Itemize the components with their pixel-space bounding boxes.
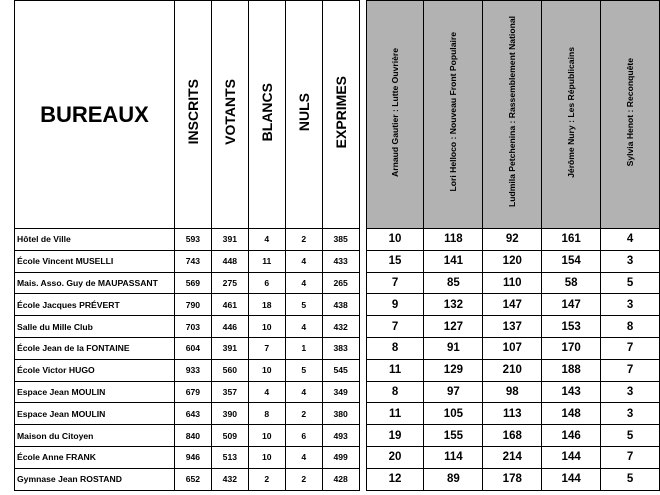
stat-cell: 4 bbox=[285, 446, 322, 468]
stat-cell: 4 bbox=[285, 316, 322, 338]
stat-cell: 643 bbox=[174, 403, 211, 425]
table-row bbox=[15, 337, 660, 359]
candidate-vote-cell: 12 bbox=[366, 468, 424, 490]
column-gap bbox=[359, 294, 366, 316]
table-row bbox=[15, 294, 660, 316]
bureau-name: Maison du Citoyen bbox=[15, 425, 175, 447]
stat-cell: 2 bbox=[285, 403, 322, 425]
stat-cell: 593 bbox=[174, 229, 211, 251]
column-gap bbox=[359, 403, 366, 425]
stat-cell: 391 bbox=[211, 337, 248, 359]
candidate-vote-cell: 5 bbox=[601, 468, 660, 490]
candidate-header-helloco bbox=[424, 1, 483, 229]
candidate-vote-cell: 4 bbox=[601, 229, 660, 251]
candidate-vote-cell: 7 bbox=[601, 359, 660, 381]
stat-cell: 5 bbox=[285, 359, 322, 381]
candidate-vote-cell: 20 bbox=[366, 446, 424, 468]
stat-cell: 560 bbox=[211, 359, 248, 381]
stat-cell: 513 bbox=[211, 446, 248, 468]
candidate-header-henot bbox=[601, 1, 660, 229]
candidate-vote-cell: 114 bbox=[424, 446, 483, 468]
candidate-vote-cell: 129 bbox=[424, 359, 483, 381]
candidate-vote-cell: 188 bbox=[542, 359, 601, 381]
candidate-vote-cell: 161 bbox=[542, 229, 601, 251]
candidate-vote-cell: 178 bbox=[483, 468, 542, 490]
stat-cell: 349 bbox=[322, 381, 359, 403]
stat-cell: 438 bbox=[322, 294, 359, 316]
stat-cell: 743 bbox=[174, 250, 211, 272]
stat-cell: 6 bbox=[248, 272, 285, 294]
table-row bbox=[15, 272, 660, 294]
candidate-vote-cell: 19 bbox=[366, 425, 424, 447]
candidate-label: Lori Helloco : Nouveau Front Populaire bbox=[448, 32, 459, 192]
candidate-vote-cell: 153 bbox=[542, 316, 601, 338]
table-row bbox=[15, 468, 660, 490]
candidate-header-nury bbox=[542, 1, 601, 229]
stat-header-votants bbox=[211, 1, 248, 229]
candidate-vote-cell: 146 bbox=[542, 425, 601, 447]
stat-cell: 446 bbox=[211, 316, 248, 338]
candidate-vote-cell: 155 bbox=[424, 425, 483, 447]
stat-cell: 448 bbox=[211, 250, 248, 272]
stat-cell: 2 bbox=[285, 468, 322, 490]
bureau-name: École Jacques PRÉVERT bbox=[15, 294, 175, 316]
stat-cell: 946 bbox=[174, 446, 211, 468]
candidate-vote-cell: 9 bbox=[366, 294, 424, 316]
stat-cell: 790 bbox=[174, 294, 211, 316]
candidate-vote-cell: 8 bbox=[366, 381, 424, 403]
table-row bbox=[15, 425, 660, 447]
candidate-vote-cell: 11 bbox=[366, 403, 424, 425]
column-gap bbox=[359, 1, 366, 229]
column-gap bbox=[359, 229, 366, 251]
candidate-vote-cell: 148 bbox=[542, 403, 601, 425]
candidate-vote-cell: 11 bbox=[366, 359, 424, 381]
candidate-label: Ludmila Petchenina : Rassemblement National bbox=[507, 16, 518, 208]
stat-header-label: EXPRIMES bbox=[332, 75, 349, 149]
bureau-name: Hôtel de Ville bbox=[15, 229, 175, 251]
bureau-name: École Vincent MUSELLI bbox=[15, 250, 175, 272]
candidate-header-petchenina bbox=[483, 1, 542, 229]
stat-cell: 4 bbox=[248, 229, 285, 251]
bureau-name: École Victor HUGO bbox=[15, 359, 175, 381]
candidate-vote-cell: 120 bbox=[483, 250, 542, 272]
stat-cell: 679 bbox=[174, 381, 211, 403]
candidate-vote-cell: 15 bbox=[366, 250, 424, 272]
stat-cell: 390 bbox=[211, 403, 248, 425]
stat-cell: 18 bbox=[248, 294, 285, 316]
candidate-vote-cell: 113 bbox=[483, 403, 542, 425]
candidate-vote-cell: 107 bbox=[483, 337, 542, 359]
header-row bbox=[15, 1, 660, 229]
stat-cell: 11 bbox=[248, 250, 285, 272]
stat-cell: 1 bbox=[285, 337, 322, 359]
candidate-vote-cell: 3 bbox=[601, 250, 660, 272]
stat-cell: 4 bbox=[285, 272, 322, 294]
stat-cell: 7 bbox=[248, 337, 285, 359]
candidate-vote-cell: 210 bbox=[483, 359, 542, 381]
candidate-vote-cell: 7 bbox=[366, 272, 424, 294]
stat-header-blancs bbox=[248, 1, 285, 229]
candidate-vote-cell: 8 bbox=[366, 337, 424, 359]
stat-cell: 461 bbox=[211, 294, 248, 316]
stat-cell: 2 bbox=[248, 468, 285, 490]
candidate-vote-cell: 7 bbox=[601, 337, 660, 359]
stat-cell: 357 bbox=[211, 381, 248, 403]
bureau-name: Gymnase Jean ROSTAND bbox=[15, 468, 175, 490]
stat-header-nuls bbox=[285, 1, 322, 229]
candidate-vote-cell: 3 bbox=[601, 381, 660, 403]
candidate-vote-cell: 105 bbox=[424, 403, 483, 425]
table-row bbox=[15, 229, 660, 251]
stat-cell: 10 bbox=[248, 359, 285, 381]
table-row bbox=[15, 250, 660, 272]
candidate-vote-cell: 89 bbox=[424, 468, 483, 490]
candidate-vote-cell: 7 bbox=[366, 316, 424, 338]
stat-cell: 6 bbox=[285, 425, 322, 447]
candidate-vote-cell: 144 bbox=[542, 446, 601, 468]
stat-cell: 569 bbox=[174, 272, 211, 294]
stat-cell: 432 bbox=[322, 316, 359, 338]
candidate-vote-cell: 97 bbox=[424, 381, 483, 403]
bureaux-header: BUREAUX bbox=[15, 1, 175, 229]
candidate-vote-cell: 170 bbox=[542, 337, 601, 359]
candidate-vote-cell: 168 bbox=[483, 425, 542, 447]
bureau-name: École Anne FRANK bbox=[15, 446, 175, 468]
column-gap bbox=[359, 468, 366, 490]
candidate-vote-cell: 5 bbox=[601, 425, 660, 447]
results-table bbox=[14, 0, 660, 491]
candidate-vote-cell: 58 bbox=[542, 272, 601, 294]
stat-header-label: VOTANTS bbox=[221, 79, 238, 145]
stat-cell: 428 bbox=[322, 468, 359, 490]
candidate-vote-cell: 143 bbox=[542, 381, 601, 403]
column-gap bbox=[359, 446, 366, 468]
candidate-vote-cell: 127 bbox=[424, 316, 483, 338]
candidate-vote-cell: 3 bbox=[601, 403, 660, 425]
stat-cell: 10 bbox=[248, 446, 285, 468]
stat-cell: 380 bbox=[322, 403, 359, 425]
candidate-vote-cell: 147 bbox=[542, 294, 601, 316]
stat-cell: 933 bbox=[174, 359, 211, 381]
candidate-vote-cell: 8 bbox=[601, 316, 660, 338]
stat-cell: 5 bbox=[285, 294, 322, 316]
stat-cell: 433 bbox=[322, 250, 359, 272]
candidate-vote-cell: 110 bbox=[483, 272, 542, 294]
stat-cell: 509 bbox=[211, 425, 248, 447]
stat-header-label: NULS bbox=[295, 92, 312, 132]
column-gap bbox=[359, 359, 366, 381]
column-gap bbox=[359, 381, 366, 403]
stat-cell: 391 bbox=[211, 229, 248, 251]
table-row bbox=[15, 403, 660, 425]
candidate-vote-cell: 85 bbox=[424, 272, 483, 294]
column-gap bbox=[359, 316, 366, 338]
stat-cell: 840 bbox=[174, 425, 211, 447]
stat-header-label: INSCRITS bbox=[184, 79, 201, 145]
stat-cell: 8 bbox=[248, 403, 285, 425]
candidate-label: Sylvia Henot : Reconquête bbox=[625, 57, 636, 167]
table-row bbox=[15, 359, 660, 381]
stat-cell: 499 bbox=[322, 446, 359, 468]
stat-cell: 604 bbox=[174, 337, 211, 359]
candidate-header-gautier bbox=[366, 1, 424, 229]
bureau-name: École Jean de la FONTAINE bbox=[15, 337, 175, 359]
candidate-vote-cell: 137 bbox=[483, 316, 542, 338]
stat-cell: 4 bbox=[285, 250, 322, 272]
stat-cell: 432 bbox=[211, 468, 248, 490]
stat-cell: 493 bbox=[322, 425, 359, 447]
column-gap bbox=[359, 272, 366, 294]
stat-header-inscrits bbox=[174, 1, 211, 229]
stat-cell: 265 bbox=[322, 272, 359, 294]
table-row bbox=[15, 446, 660, 468]
column-gap bbox=[359, 337, 366, 359]
column-gap bbox=[359, 250, 366, 272]
candidate-vote-cell: 5 bbox=[601, 272, 660, 294]
results-body bbox=[15, 1, 660, 491]
candidate-vote-cell: 98 bbox=[483, 381, 542, 403]
candidate-vote-cell: 10 bbox=[366, 229, 424, 251]
stat-header-exprimes bbox=[322, 1, 359, 229]
candidate-vote-cell: 7 bbox=[601, 446, 660, 468]
stat-header-label: BLANCS bbox=[258, 82, 275, 142]
candidate-vote-cell: 154 bbox=[542, 250, 601, 272]
stat-cell: 545 bbox=[322, 359, 359, 381]
stat-cell: 10 bbox=[248, 425, 285, 447]
stat-cell: 10 bbox=[248, 316, 285, 338]
bureau-name: Salle du Mille Club bbox=[15, 316, 175, 338]
candidate-label: Jérôme Nury : Les Républicains bbox=[566, 46, 577, 178]
candidate-vote-cell: 141 bbox=[424, 250, 483, 272]
table-row bbox=[15, 316, 660, 338]
stat-cell: 4 bbox=[285, 381, 322, 403]
candidate-label: Arnaud Gautier : Lutte Ouvrière bbox=[390, 47, 401, 177]
stat-cell: 275 bbox=[211, 272, 248, 294]
candidate-vote-cell: 91 bbox=[424, 337, 483, 359]
stat-cell: 703 bbox=[174, 316, 211, 338]
stat-cell: 385 bbox=[322, 229, 359, 251]
stat-cell: 2 bbox=[285, 229, 322, 251]
candidate-vote-cell: 214 bbox=[483, 446, 542, 468]
candidate-vote-cell: 132 bbox=[424, 294, 483, 316]
table-row bbox=[15, 381, 660, 403]
stat-cell: 652 bbox=[174, 468, 211, 490]
stat-cell: 383 bbox=[322, 337, 359, 359]
candidate-vote-cell: 147 bbox=[483, 294, 542, 316]
candidate-vote-cell: 118 bbox=[424, 229, 483, 251]
candidate-vote-cell: 92 bbox=[483, 229, 542, 251]
candidate-vote-cell: 144 bbox=[542, 468, 601, 490]
column-gap bbox=[359, 425, 366, 447]
bureau-name: Mais. Asso. Guy de MAUPASSANT bbox=[15, 272, 175, 294]
bureau-name: Espace Jean MOULIN bbox=[15, 403, 175, 425]
candidate-vote-cell: 3 bbox=[601, 294, 660, 316]
stat-cell: 4 bbox=[248, 381, 285, 403]
bureau-name: Espace Jean MOULIN bbox=[15, 381, 175, 403]
